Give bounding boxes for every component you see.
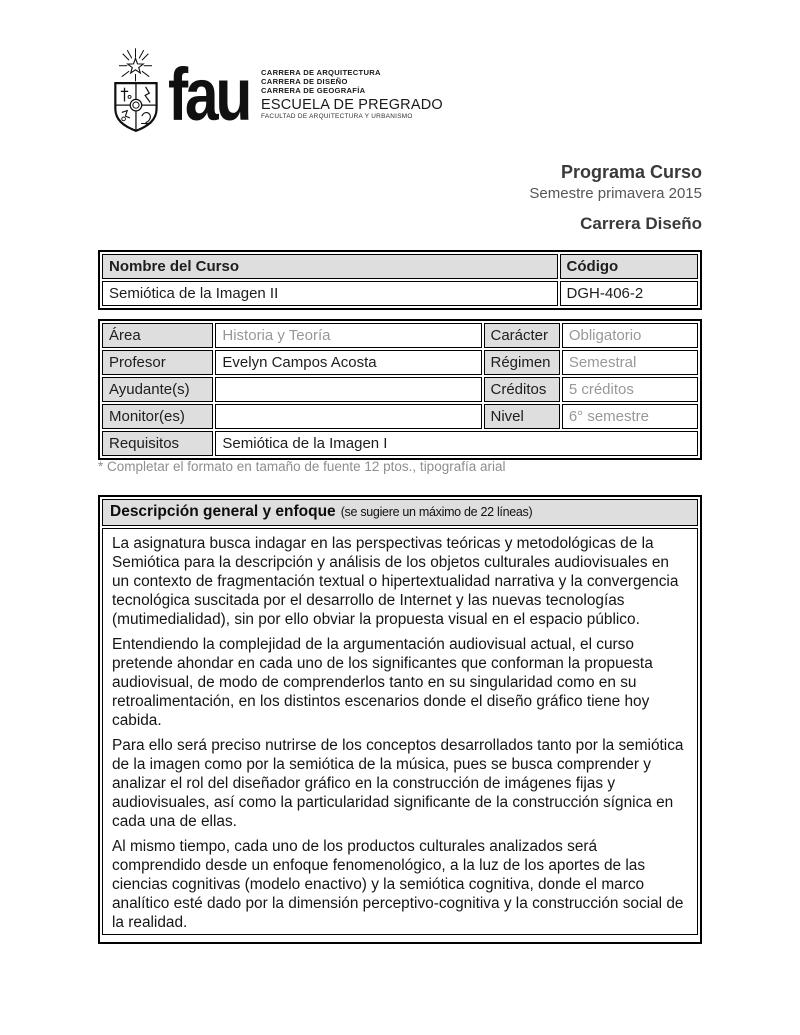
- format-footnote: * Completar el formato en tamaño de fuente 12 ptos., tipografía arial: [98, 459, 506, 474]
- requisitos-label: Requisitos: [102, 431, 213, 456]
- monitor-label: Monitor(es): [102, 404, 213, 429]
- course-table-value-row: [102, 281, 698, 306]
- description-paragraph: Entendiendo la complejidad de la argumentación audiovisual actual, el curso pretende ahondar en cada uno de los significantes que conforman la propuesta audiovisual, de modo de comprenderlos tanto en su singularidad como en su retroalimentación, en los distintos escenarios donde el diseño gráfico tiene hoy cabida.: [112, 636, 653, 729]
- table-row: [102, 377, 698, 402]
- regimen-label: Régimen: [484, 350, 560, 375]
- profesor-label: Profesor: [102, 350, 213, 375]
- logo-career-line: CARRERA DE GEOGRAFÍA: [261, 86, 366, 95]
- title-block: [529, 162, 702, 234]
- requisitos-value: Semiótica de la Imagen I: [215, 431, 698, 456]
- course-table-header-row: [102, 254, 698, 279]
- course-code-value: DGH-406-2: [560, 281, 698, 306]
- logo-career-line: CARRERA DE ARQUITECTURA: [261, 68, 381, 77]
- ayudante-value: [215, 377, 481, 402]
- description-section: [98, 495, 702, 944]
- description-paragraph: La asignatura busca indagar en las perspectivas teóricas y metodológicas de la Semiótica para la descripción y análisis de los objetos culturales audiovisuales en un contexto de fragmentación textual o hipertextualidad narrativa y la convergencia tecnológica suscitada por el desarrollo de Internet y las nuevas tecnologías (mutimedialidad), sin por ello obviar la propuesta visual en el espacio público.: [112, 535, 679, 628]
- document-title: Programa Curso: [560, 162, 702, 182]
- caracter-value: Obligatorio: [562, 323, 698, 348]
- area-label: Área: [102, 323, 213, 348]
- creditos-value: 5 créditos: [562, 377, 698, 402]
- logo-text-block: [261, 68, 443, 121]
- description-content: [102, 528, 698, 935]
- logo-faculty-line: FACULTAD DE ARQUITECTURA Y URBANISMO: [261, 113, 413, 120]
- description-paragraph: Para ello será preciso nutrirse de los conceptos desarrollados tanto por la semiótica de la imagen como por la semiótica de la música, pues se busca comprender y analizar el rol del diseñador gráfico en la construcción de imágenes fijas y audiovisuales, así como la particularidad significante de la construcción sígnica en cada una de ellas.: [112, 737, 684, 830]
- area-value: Historia y Teoría: [215, 323, 481, 348]
- logo-school-line: ESCUELA DE PREGRADO: [261, 97, 443, 113]
- university-crest-icon: [108, 44, 163, 136]
- description-hint: (se sugiere un máximo de 22 líneas): [340, 505, 533, 519]
- course-code-header: Código: [560, 254, 698, 279]
- logo-career-line: CARRERA DE DISEÑO: [261, 77, 348, 86]
- ayudante-label: Ayudante(s): [102, 377, 213, 402]
- table-row: [102, 404, 698, 429]
- table-row: [102, 431, 698, 456]
- regimen-value: Semestral: [562, 350, 698, 375]
- table-row: [102, 350, 698, 375]
- description-header: [102, 499, 698, 526]
- nivel-value: 6° semestre: [562, 404, 698, 429]
- course-name-value: Semiótica de la Imagen II: [102, 281, 558, 306]
- profesor-value: Evelyn Campos Acosta: [215, 350, 481, 375]
- course-info-table: [98, 319, 702, 460]
- nivel-label: Nivel: [484, 404, 560, 429]
- fau-wordmark: fau: [168, 53, 250, 136]
- description-paragraph: Al mismo tiempo, cada uno de los productos culturales analizados será comprendido desde un enfoque fenomenológico, a la luz de los aportes de las ciencias cognitivas (modelo enactivo) y la semiótica cognitiva, donde el marco analítico esté dado por la dimensión perceptivo-cognitiva y la construcción social de la realidad.: [112, 838, 684, 931]
- description-title: Descripción general y enfoque: [110, 503, 336, 520]
- creditos-label: Créditos: [484, 377, 560, 402]
- course-name-header: Nombre del Curso: [102, 254, 558, 279]
- semester-subtitle: Semestre primavera 2015: [529, 185, 702, 202]
- course-table: [98, 250, 702, 310]
- table-row: [102, 323, 698, 348]
- caracter-label: Carácter: [484, 323, 560, 348]
- monitor-value: [215, 404, 481, 429]
- career-title: Carrera Diseño: [580, 214, 702, 233]
- fau-logo: [108, 44, 443, 139]
